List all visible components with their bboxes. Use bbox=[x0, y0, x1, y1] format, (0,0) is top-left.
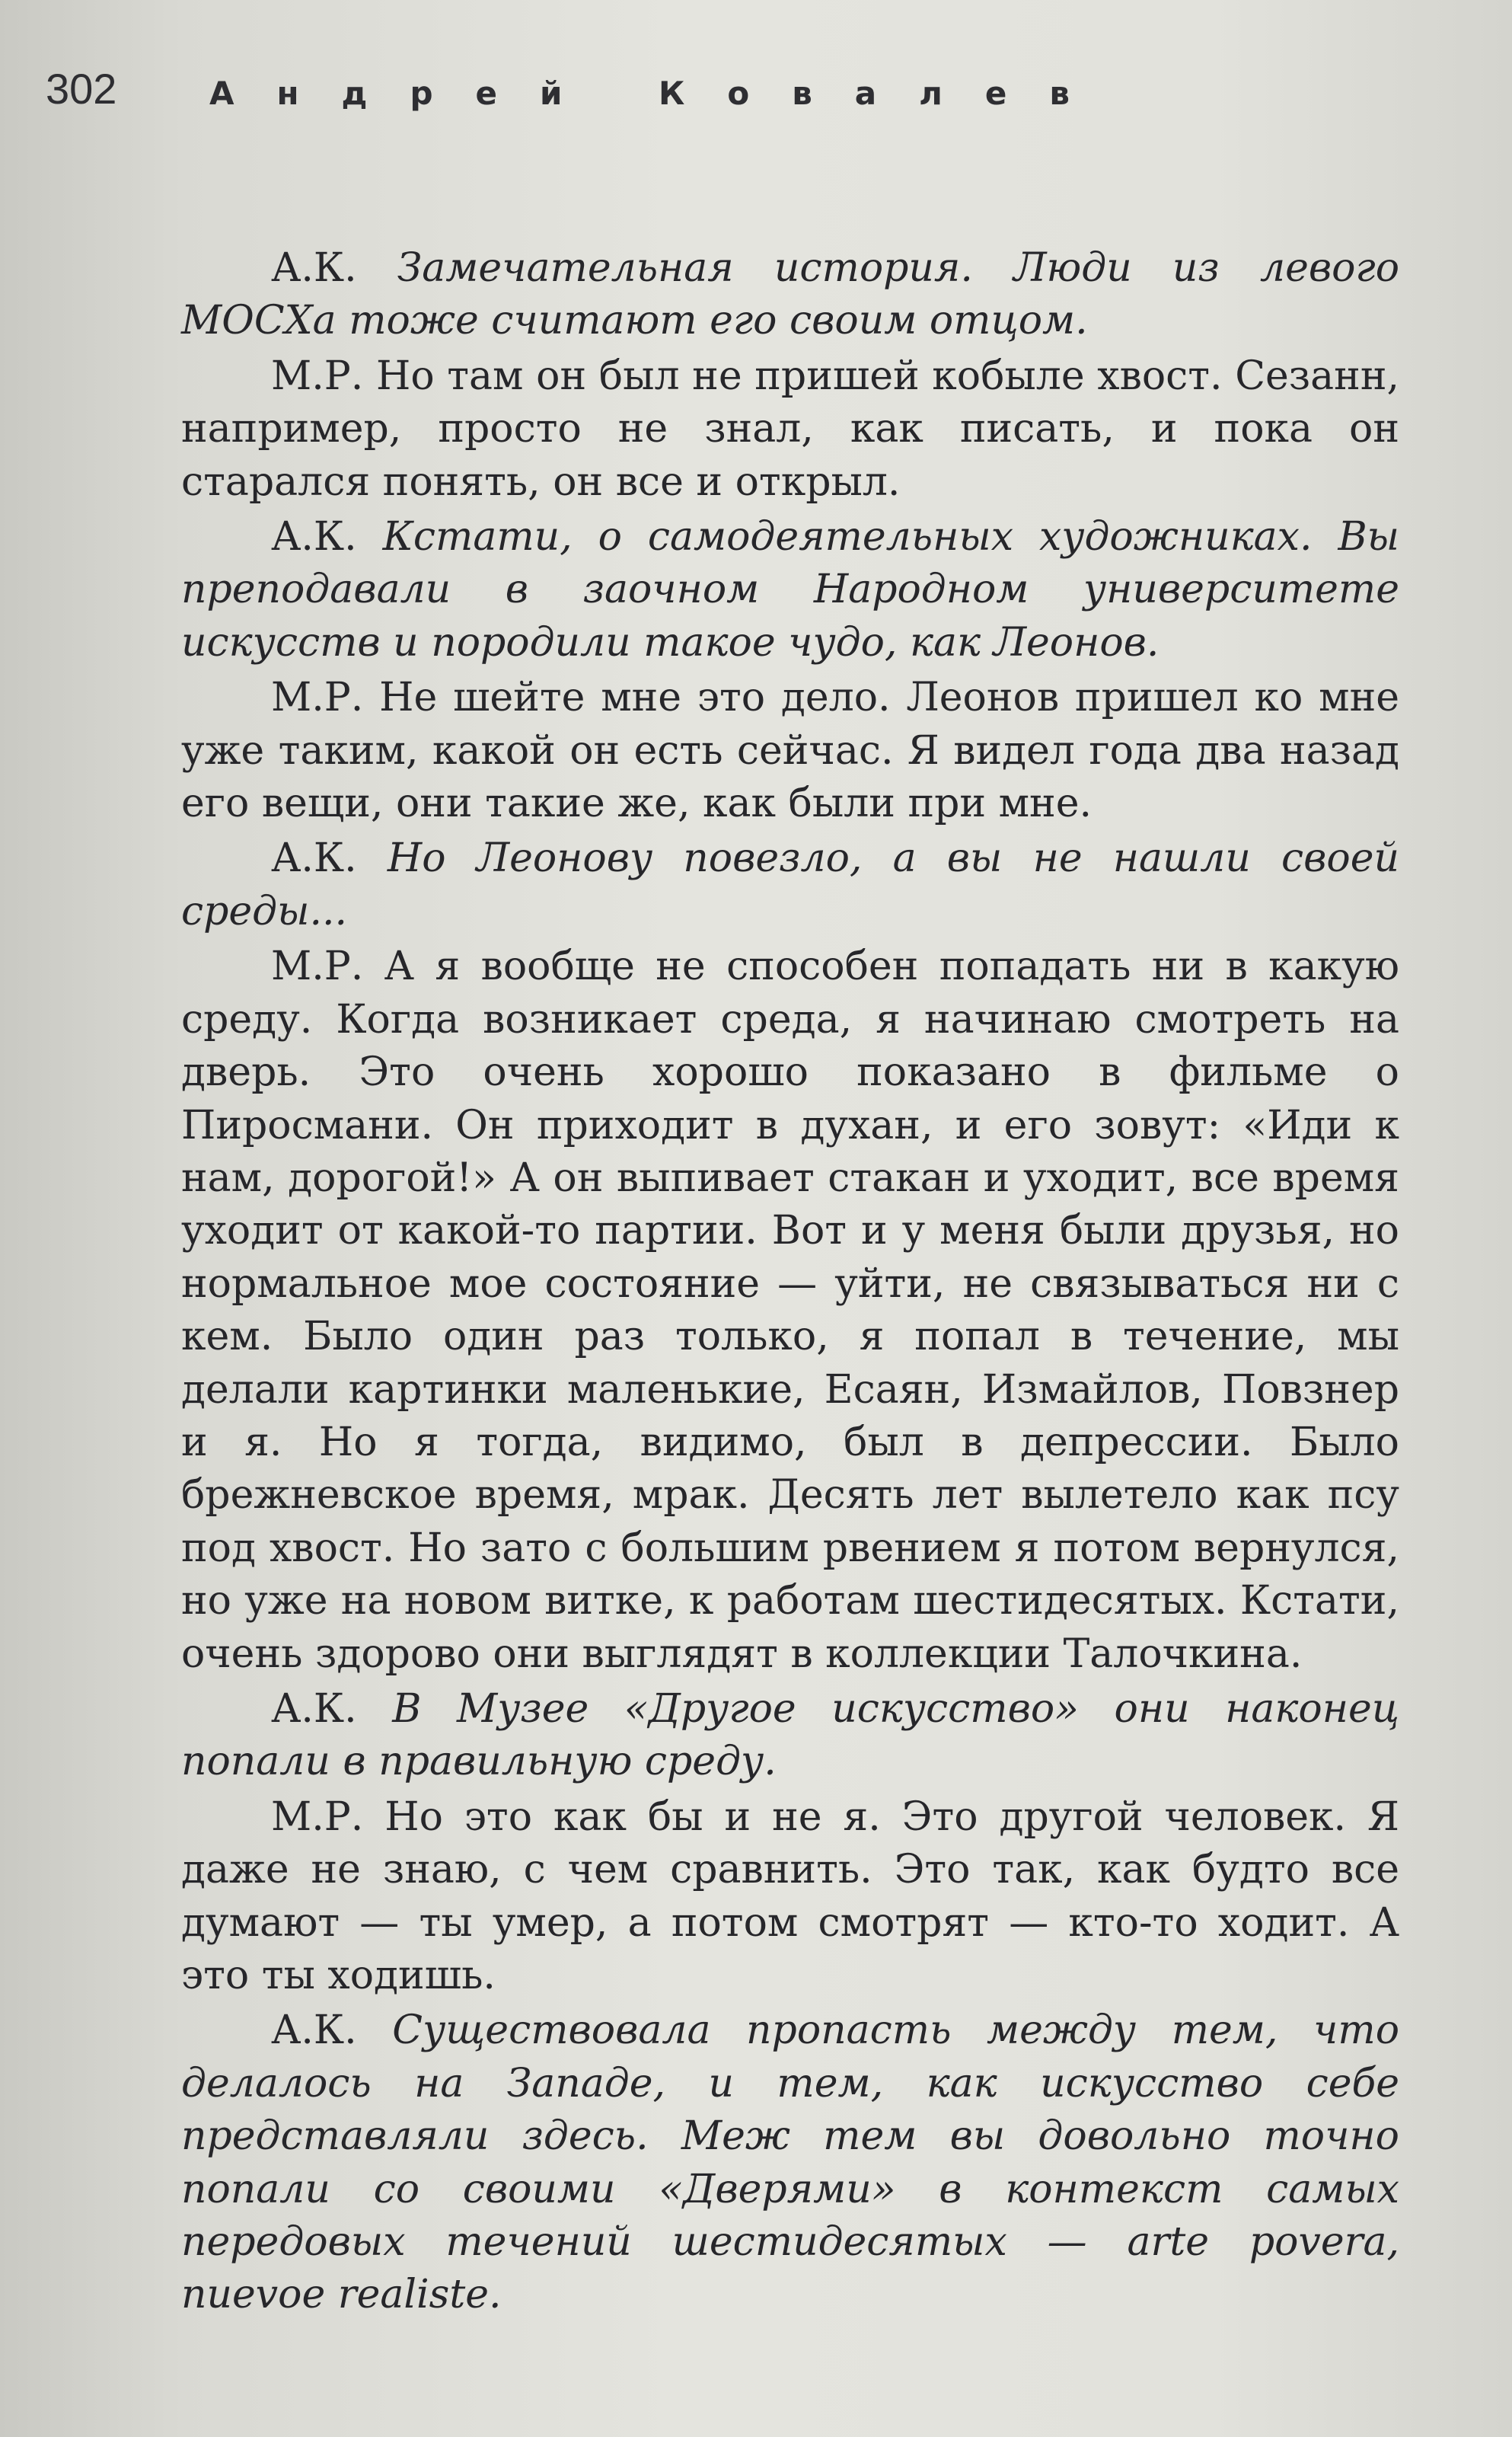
question-text: Замечательная история. Люди из левого МОСХа тоже считают его своим отцом. bbox=[181, 245, 1399, 344]
question-paragraph bbox=[181, 242, 1399, 348]
speaker-label: А.К. bbox=[271, 2007, 357, 2054]
speaker-label: А.К. bbox=[271, 835, 357, 882]
interview-text bbox=[181, 242, 1399, 2324]
question-paragraph bbox=[181, 832, 1399, 938]
question-text: Кстати, о самодеятельных художниках. Вы преподавали в заочном Народном университете искусств и породили такое чудо, как Леонов. bbox=[181, 514, 1400, 666]
question-paragraph bbox=[181, 1683, 1399, 1789]
answer-paragraph bbox=[181, 941, 1399, 1681]
answer-paragraph bbox=[181, 672, 1399, 830]
running-head: Андрей Ковалев bbox=[209, 75, 1112, 112]
speaker-label: М.Р. bbox=[271, 675, 364, 721]
page-header bbox=[46, 64, 1416, 133]
answer-paragraph bbox=[181, 1791, 1399, 2003]
speaker-label: М.Р. bbox=[271, 353, 364, 399]
speaker-label: М.Р. bbox=[271, 1793, 364, 1840]
question-text: Существовала пропасть между тем, что делалось на Западе, и тем, как искусство себе представляли здесь. Меж тем вы довольно точно попали со своими «Дверями» в контекст самых передовых течений шестидесятых — arte povera, nuevoe realiste. bbox=[181, 2007, 1399, 2318]
answer-text: А я вообще не способен попадать ни в какую среду. Когда возникает среда, я начинаю смотреть на дверь. Это очень хорошо показано в фильме о Пиросмани. Он приходит в духан, и его зовут: «Иди к нам, дорогой!» А он выпивает стакан и уходит, все время уходит от какой-то партии. Вот и у меня были друзья, но нормальное мое состояние — уйти, не связываться ни с кем. Было один раз только, я попал в течение, мы делали картинки маленькие, Есаян, Измайлов, Повзнер и я. Но я тогда, видимо, был в депрессии. Было брежневское время, мрак. Десять лет вылетело как псу под хвост. Но зато с большим рвением я потом вернулся, но уже на новом витке, к работам шестидесятых. Кстати, очень здорово они выглядят в коллекции Талочкина. bbox=[181, 944, 1399, 1677]
answer-paragraph bbox=[181, 350, 1399, 509]
page-number: 302 bbox=[46, 65, 117, 113]
speaker-label: М.Р. bbox=[271, 944, 364, 990]
question-text: В Музее «Другое искусство» они наконец попали в правильную среду. bbox=[181, 1685, 1399, 1785]
answer-text: Но там он был не пришей кобыле хвост. Сезанн, например, просто не знал, как писать, и пока он старался понять, он все и открыл. bbox=[181, 353, 1400, 505]
answer-text: Но это как бы и не я. Это другой человек. Я даже не знаю, с чем сравнить. Это так, как будто все думают — ты умер, а потом смотрят — кто-то ходит. А это ты ходишь. bbox=[181, 1793, 1399, 1998]
question-paragraph bbox=[181, 511, 1399, 669]
question-text: Но Леонову повезло, а вы не нашли своей среды... bbox=[181, 835, 1399, 934]
speaker-label: А.К. bbox=[271, 514, 357, 561]
speaker-label: А.К. bbox=[271, 245, 357, 291]
answer-text: Не шейте мне это дело. Леонов пришел ко мне уже таким, какой он есть сейчас. Я видел года два назад его вещи, они такие же, как были при мне. bbox=[181, 675, 1400, 827]
question-paragraph bbox=[181, 2004, 1399, 2321]
speaker-label: А.К. bbox=[271, 1685, 357, 1732]
